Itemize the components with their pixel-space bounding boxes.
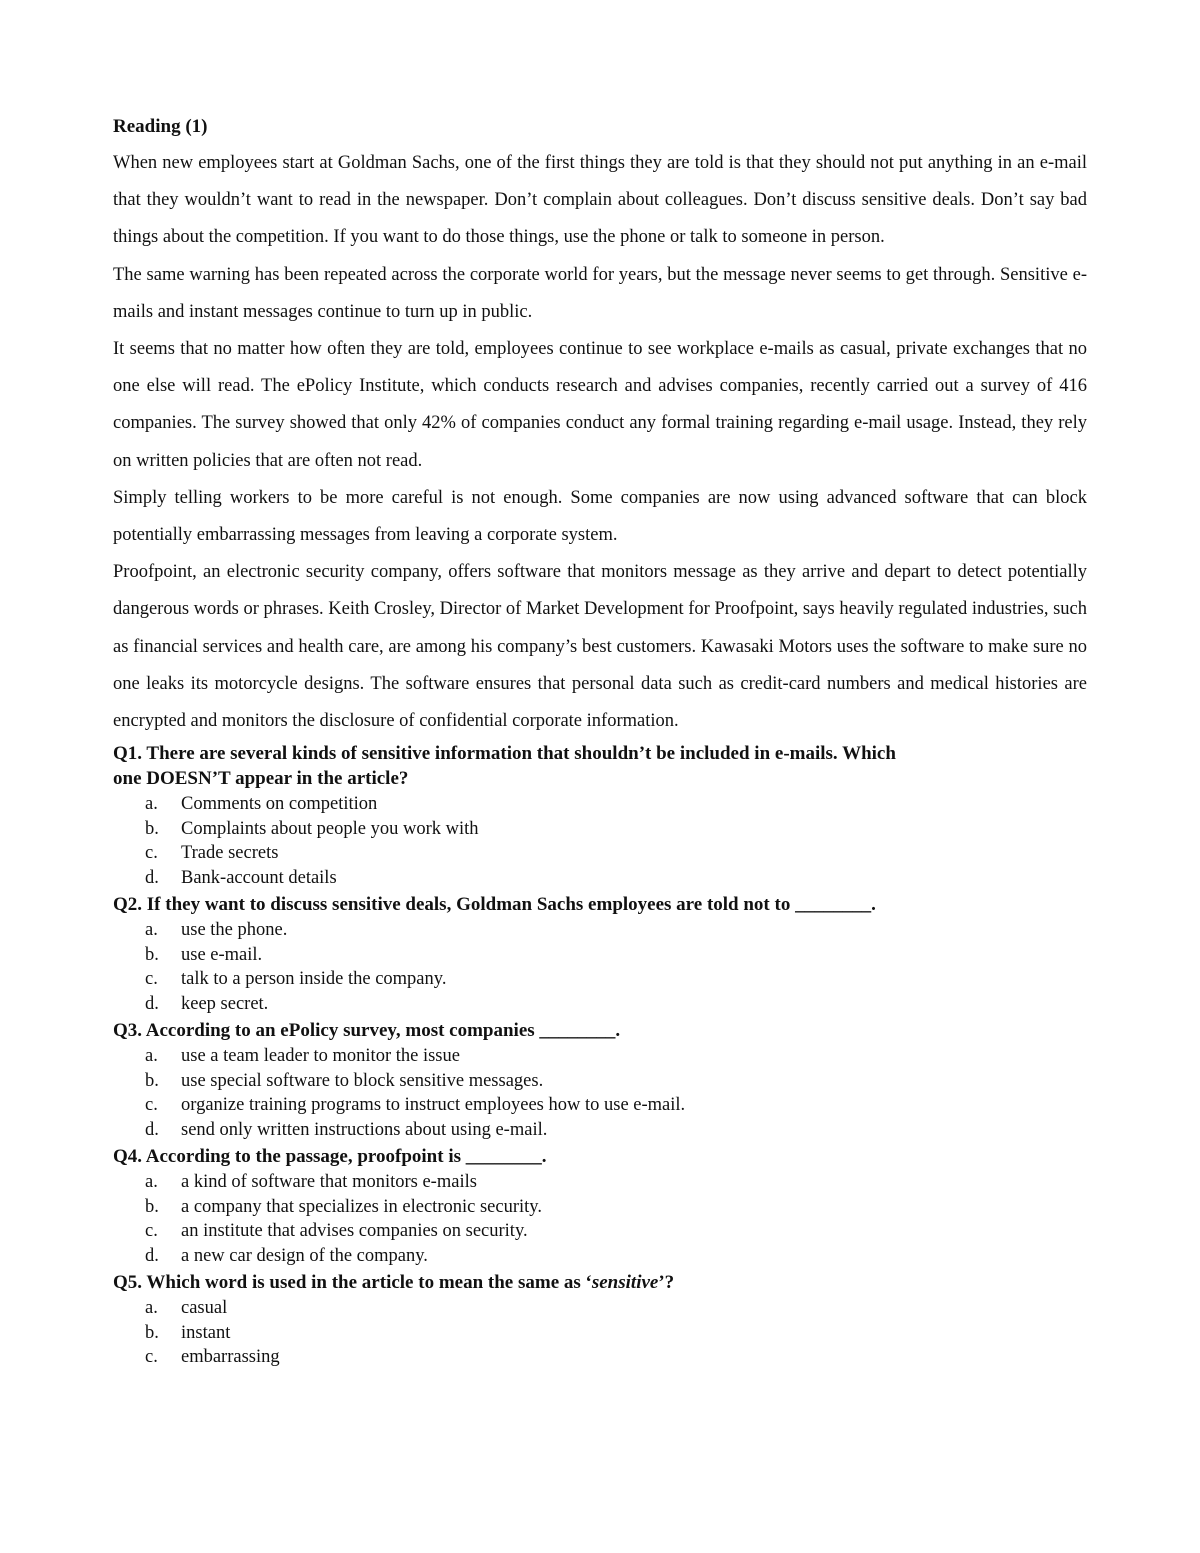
option-text: Bank-account details (181, 868, 337, 889)
option-letter: c. (145, 1347, 158, 1368)
option-item (145, 866, 1087, 891)
option-text: talk to a person inside the company. (181, 969, 447, 990)
option-item (145, 943, 1087, 968)
question-3-text: Q3. According to an ePolicy survey, most companies ________. (113, 1020, 621, 1042)
option-letter: b. (145, 1322, 159, 1343)
option-item (145, 1296, 1087, 1321)
option-text: keep secret. (181, 994, 269, 1015)
reading-title: Reading (1) (113, 116, 208, 137)
question-1 (113, 742, 1087, 891)
option-item (145, 967, 1087, 992)
option-letter: c. (145, 843, 158, 864)
option-item (145, 1345, 1087, 1370)
option-item (145, 792, 1087, 817)
option-text: use e-mail. (181, 944, 263, 965)
option-letter: a. (145, 1045, 158, 1066)
option-letter: b. (145, 1070, 159, 1091)
question-3-options (113, 1044, 1087, 1143)
option-item (145, 817, 1087, 842)
question-5-text-start: Q5. Which word is used in the article to mean the same as ‘ (113, 1271, 592, 1293)
option-text: embarrassing (181, 1347, 280, 1368)
question-3 (113, 1019, 1087, 1143)
question-2-options (113, 918, 1087, 1017)
option-letter: c. (145, 969, 158, 990)
option-letter: a. (145, 1171, 158, 1192)
option-item (145, 1069, 1087, 1094)
option-text: a company that specializes in electronic security. (181, 1196, 542, 1217)
question-4-text: Q4. According to the passage, proofpoint is ________. (113, 1146, 547, 1167)
option-letter: a. (145, 919, 158, 940)
option-item (145, 918, 1087, 943)
question-5-options (113, 1296, 1087, 1370)
option-text: an institute that advises companies on security. (181, 1221, 528, 1242)
option-text: send only written instructions about using e-mail. (181, 1120, 548, 1141)
option-item (145, 992, 1087, 1017)
option-text: organize training programs to instruct employees how to use e-mail. (181, 1095, 686, 1116)
option-item (145, 1170, 1087, 1195)
document-page (113, 108, 1087, 1370)
option-item (145, 1093, 1087, 1118)
question-5-keyword: sensitive (591, 1271, 659, 1293)
option-text: Trade secrets (181, 843, 279, 864)
option-letter: c. (145, 1221, 158, 1242)
option-letter: b. (145, 1196, 159, 1217)
option-item (145, 1195, 1087, 1220)
option-item (145, 1321, 1087, 1346)
option-text: Comments on competition (181, 793, 378, 814)
option-letter: d. (145, 1246, 159, 1267)
paragraph-3: It seems that no matter how often they are told, employees continue to see workplace e-mails as casual, private exchanges that no one else will read. The ePolicy Institute, which conducts research and advises companies, recently carried out a survey of 416 companies. The survey showed that only 42% of companies conduct any formal training regarding e-mail usage. Instead, they rely on written policies that are often not read. (113, 339, 1087, 471)
paragraph-5: Proofpoint, an electronic security company, offers software that monitors message as they arrive and depart to detect potentially dangerous words or phrases. Keith Crosley, Director of Market Development for Proofpoint, says heavily regulated industries, such as financial services and health care, are among his company’s best customers. Kawasaki Motors uses the software to make sure no one leaks its motorcycle designs. The software ensures that personal data such as credit-card numbers and medical histories are encrypted and monitors the disclosure of confidential corporate information. (113, 562, 1087, 732)
question-5-text (113, 1271, 1087, 1296)
paragraph-1: When new employees start at Goldman Sachs, one of the first things they are told is that they should not put anything in an e-mail that they wouldn’t want to read in the newspaper. Don’t complain about colleagues. Don’t discuss sensitive deals. Don’t say bad things about the competition. If you want to do those things, use the phone or talk to someone in person. (113, 153, 1087, 248)
question-5 (113, 1271, 1087, 1370)
question-1-line-1: Q1. There are several kinds of sensitive information that shouldn’t be included in e-mails. Which (113, 743, 896, 765)
option-item (145, 1118, 1087, 1143)
question-4 (113, 1145, 1087, 1269)
paragraph-4: Simply telling workers to be more careful is not enough. Some companies are now using advanced software that can block potentially embarrassing messages from leaving a corporate system. (113, 487, 1087, 546)
option-text: use special software to block sensitive messages. (181, 1070, 544, 1091)
question-1-text (113, 742, 1087, 792)
question-2-text: Q2. If they want to discuss sensitive deals, Goldman Sachs employees are told not to ________. (113, 894, 876, 916)
option-letter: a. (145, 1297, 158, 1318)
option-letter: b. (145, 944, 159, 965)
question-2 (113, 893, 1087, 1017)
option-text: use a team leader to monitor the issue (181, 1045, 460, 1066)
option-letter: a. (145, 793, 158, 814)
option-letter: c. (145, 1095, 158, 1116)
option-text: a new car design of the company. (181, 1246, 428, 1267)
question-5-text-end: ’? (658, 1271, 675, 1293)
option-item (145, 1044, 1087, 1069)
paragraph-2: The same warning has been repeated across the corporate world for years, but the message never seems to get through. Sensitive e-mails and instant messages continue to turn up in public. (113, 264, 1087, 322)
question-1-options (113, 792, 1087, 891)
option-item (145, 1244, 1087, 1269)
option-text: a kind of software that monitors e-mails (181, 1171, 477, 1192)
question-1-line-2: one DOESN’T appear in the article? (113, 768, 409, 790)
option-letter: b. (145, 818, 159, 839)
option-text: casual (181, 1297, 228, 1318)
question-4-options (113, 1170, 1087, 1269)
option-letter: d. (145, 1120, 159, 1141)
option-letter: d. (145, 994, 159, 1015)
option-text: use the phone. (181, 919, 288, 940)
option-item (145, 841, 1087, 866)
option-letter: d. (145, 868, 159, 889)
option-text: Complaints about people you work with (181, 818, 479, 839)
option-text: instant (181, 1322, 231, 1343)
option-item (145, 1219, 1087, 1244)
